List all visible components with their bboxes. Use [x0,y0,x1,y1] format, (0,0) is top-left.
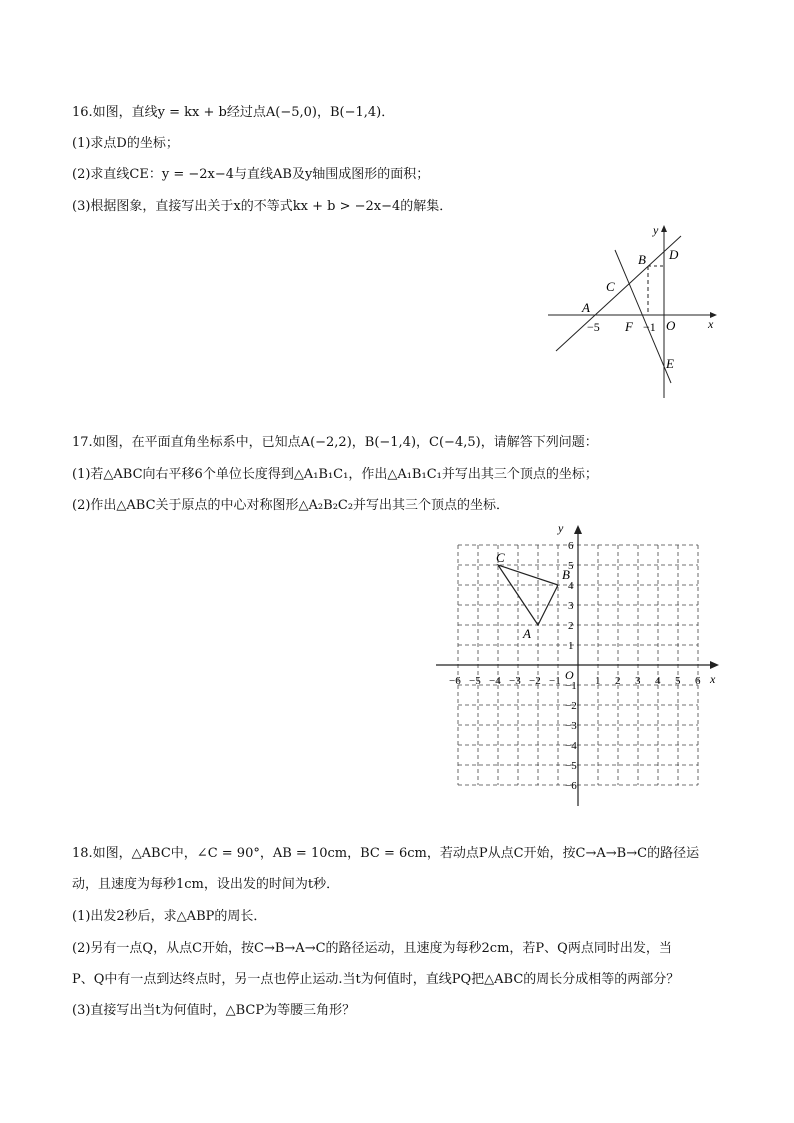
q16-label-a: A [582,300,590,315]
q16-y-arrow [661,225,667,232]
q17-stem: 17.如图，在平面直角坐标系中，已知点A(−2,2)，B(−1,4)，C(−4,5)，请解答下列问题： [72,435,598,450]
q16-part1: (1)求点D的坐标； [72,136,179,151]
q16-tick-minus1: −1 [643,320,656,334]
q16-label-f: F [625,319,633,334]
q17-y-tick-label: −5 [565,760,577,772]
q17-x-tick-label: −1 [549,675,561,687]
q17-x-tick-label: −4 [489,675,501,687]
q17-label-y: y [558,521,564,535]
q17-y-tick-label: −1 [565,680,577,692]
q18-part3: (3)直接写出当t为何值时，△BCP为等腰三角形？ [72,1003,356,1018]
q17-y-tick-label: −6 [565,780,577,792]
q16-line-ab [556,236,681,351]
q17-y-tick-label: 1 [568,640,574,652]
q16-label-c: C [606,279,615,294]
q17-y-tick-label: −4 [565,740,577,752]
q16-label-x: x [708,317,714,331]
q17-part2: (2)作出△ABC关于原点的中心对称图形△A₂B₂C₂并写出其三个顶点的坐标． [72,498,510,513]
q17-label-c: C [496,550,505,565]
q16-stem: 16.如图，直线y = kx + b经过点A(−5,0)，B(−1,4)． [72,105,395,120]
q16-figure [540,218,730,400]
q16-part3: (3)根据图象，直接写出关于x的不等式kx + b > −2x−4的解集． [72,199,453,214]
q17-y-tick-label: −3 [565,720,577,732]
q17-y-tick-label: 4 [568,580,574,592]
q17-x-arrow [710,661,719,669]
q17-label-b: B [562,567,570,582]
q16-label-d: D [669,247,679,262]
q17-x-tick-label: −3 [509,675,521,687]
q17-label-o: O [565,668,574,682]
q17-y-tick-label: −2 [565,700,577,712]
q17-y-tick-label: 3 [568,600,574,612]
q18-stem: 18.如图，△ABC中，∠C = 90°，AB = 10cm，BC = 6cm，若动点P从点C开始，按C→A→B→C的路径运 [72,846,700,861]
q17-x-tick-label: −5 [469,675,481,687]
q17-y-tick-label: 2 [568,620,574,632]
q17-x-tick-label: 4 [655,675,661,687]
q17-label-a: A [523,626,531,641]
q17-triangle-abc [498,565,558,625]
q16-label-b: B [638,252,646,267]
q16-part2: (2)求直线CE：y = −2x−4与直线AB及y轴围成图形的面积； [72,167,430,182]
q17-grid-figure [430,520,730,810]
q18-part2a: (2)另有一点Q，从点C开始，按C→B→A→C的路径运动，且速度为每秒2cm，若P、Q两点同时出发，当 [72,941,672,956]
q17-x-tick-label: 5 [675,675,681,687]
q17-x-tick-label: 6 [695,675,701,687]
q16-line-ce [615,250,671,383]
q18-part2b: P、Q中有一点到达终点时，另一点也停止运动.当t为何值时，直线PQ把△ABC的周长分成相等的两部分？ [72,972,680,987]
q18-stem2: 动，且速度为每秒1cm，设出发的时间为t秒． [72,877,340,892]
q17-x-tick-label: −2 [529,675,541,687]
q17-y-tick-label: 5 [568,560,574,572]
q17-x-tick-label: −6 [449,675,461,687]
q17-x-tick-label: 1 [595,675,601,687]
q16-label-e: E [666,356,674,371]
q17-y-tick-label: 6 [568,540,574,552]
q16-label-y: y [653,223,659,237]
q17-y-arrow [574,525,582,534]
q17-x-tick-label: 3 [635,675,641,687]
q16-tick-minus5: −5 [587,320,600,334]
q17-tick-labels [449,540,701,792]
q17-x-tick-label: 2 [615,675,621,687]
q18-part1: (1)出发2秒后，求△ABP的周长． [72,909,267,924]
q17-label-x: x [710,672,716,686]
q16-label-o: O [666,318,676,333]
q17-part1: (1)若△ABC向右平移6个单位长度得到△A₁B₁C₁，作出△A₁B₁C₁并写出其三个顶点的坐标； [72,467,598,482]
